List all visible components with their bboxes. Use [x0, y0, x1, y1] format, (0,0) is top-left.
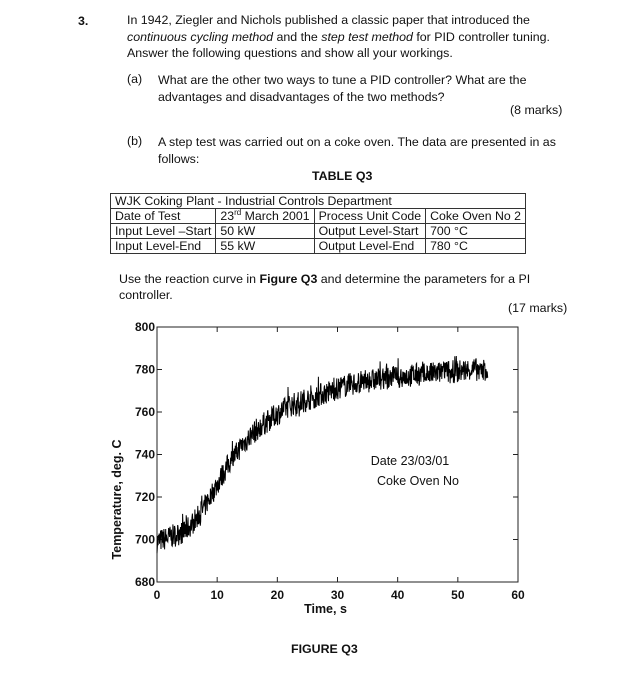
y-tick-label: 800 [134, 320, 155, 334]
x-tick-label: 0 [153, 588, 161, 602]
table-cell: Date of Test [111, 209, 216, 224]
part-b-marks: (17 marks) [508, 301, 568, 315]
reaction-curve-instruction: Use the reaction curve in Figure Q3 and determine the parameters for a PI controller. [119, 272, 531, 302]
table-cell-date: 23rd March 2001 [216, 209, 314, 224]
table-cell: Output Level-Start [314, 224, 426, 239]
part-b-label: (b) [127, 134, 143, 148]
table-cell: Coke Oven No 2 [426, 209, 526, 224]
x-tick-label: 10 [210, 588, 224, 602]
table-cell: Input Level-End [111, 239, 216, 254]
table-header: WJK Coking Plant - Industrial Controls Department [111, 194, 526, 209]
x-tick-label: 20 [270, 588, 285, 602]
intro-line3: Answer the following questions and show all your workings. [127, 46, 453, 60]
annotation-date: Date 23/03/01 [370, 454, 450, 468]
table-cell: 700 °C [426, 224, 526, 239]
table-cell: 780 °C [426, 239, 526, 254]
y-tick-label: 680 [134, 575, 155, 589]
table-cell: Input Level –Start [111, 224, 216, 239]
x-tick-label: 50 [451, 588, 465, 602]
y-tick-label: 760 [134, 405, 155, 419]
intro-emphasis-cycling: continuous cycling method [127, 29, 274, 44]
intro-line1: In 1942, Ziegler and Nichols published a classic paper that introduced the [127, 13, 530, 27]
x-tick-label: 40 [390, 588, 405, 602]
intro-tail: for PID controller tuning. [412, 29, 550, 44]
part-b-text: A step test was carried out on a coke oven. The data are presented in as follows: [158, 135, 556, 166]
y-tick-label: 740 [134, 447, 155, 462]
y-axis-label: Temperature, deg. C [110, 439, 124, 560]
x-tick-label: 30 [330, 588, 345, 602]
y-tick-label: 720 [134, 490, 155, 504]
table-cell: Output Level-End [314, 239, 426, 254]
part-a-label: (a) [127, 72, 143, 86]
table-cell: 55 kW [216, 239, 314, 254]
x-tick-label: 60 [511, 588, 525, 602]
table-cell: Process Unit Code [314, 209, 426, 224]
table-cell: 50 kW [216, 224, 314, 239]
intro-mid: and the [273, 29, 322, 44]
figure-title: FIGURE Q3 [291, 642, 358, 656]
y-tick-label: 700 [134, 532, 155, 547]
intro-emphasis-step: step test method [321, 29, 413, 44]
x-axis-label: Time, s [304, 602, 347, 616]
table-title: TABLE Q3 [312, 169, 373, 183]
part-a-text: What are the other two ways to tune a PID controller? What are the advantages and disadvantages of the two methods? [158, 73, 527, 104]
y-tick-label: 780 [134, 362, 155, 377]
annotation-oven: Coke Oven No [377, 474, 459, 488]
figure-reference: Figure Q3 [259, 272, 318, 286]
question-number: 3. [78, 14, 89, 28]
part-a-marks: (8 marks) [510, 103, 563, 117]
